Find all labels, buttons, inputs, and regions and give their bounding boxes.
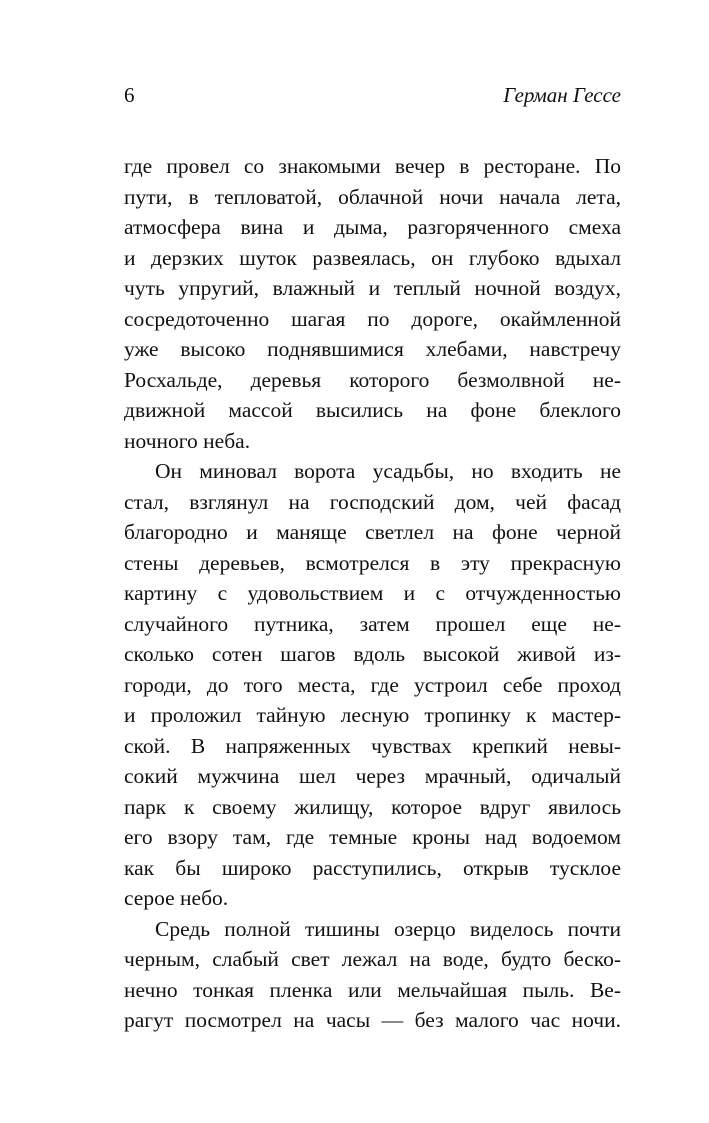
text-line: сокий мужчина шел через мрачный, одичалый xyxy=(124,764,621,788)
page-header xyxy=(124,80,621,110)
running-head-author: Герман Гессе xyxy=(503,83,621,107)
page-number: 6 xyxy=(124,83,135,107)
text-line: сосредоточенно шагая по дороге, окаймленной xyxy=(124,306,621,331)
text-line: Он миновал ворота усадьбы, но входить не xyxy=(155,459,621,483)
text-line: движной массой высились на фоне блеклого xyxy=(124,398,621,422)
text-line: стены деревьев, всмотрелся в эту прекрасную xyxy=(124,550,621,575)
text-line: ской. В напряженных чувствах крепкий невы- xyxy=(124,733,621,758)
text-line: и дерзких шуток развеялась, он глубоко вдыхал xyxy=(124,245,621,270)
text-line: Росхальде, деревья которого безмолвной не- xyxy=(124,367,621,392)
text-line: как бы широко расступились, открыв тусклое xyxy=(124,855,621,880)
text-line: чуть упругий, влажный и теплый ночной воздух, xyxy=(124,276,621,300)
text-line: серое небо. xyxy=(124,886,229,910)
text-line: атмосфера вина и дыма, разгоряченного смеха xyxy=(124,215,621,239)
text-line: случайного путника, затем прошел еще не- xyxy=(124,611,621,636)
text-line: черным, слабый свет лежал на воде, будто беско- xyxy=(124,947,621,971)
text-line: рагут посмотрел на часы — без малого час ночи. xyxy=(124,1008,621,1032)
text-line: и проложил тайную лесную тропинку к мастер- xyxy=(124,703,621,727)
text-line: нечно тонкая пленка или мельчайшая пыль. Ве- xyxy=(124,977,621,1002)
text-line: где провел со знакомыми вечер в ресторане. По xyxy=(124,154,621,178)
text-line: пути, в тепловатой, облачной ночи начала лета, xyxy=(124,184,621,209)
text-line: его взору там, где темные кроны над водоемом xyxy=(124,825,621,849)
text-line: картину с удовольствием и с отчужденностью xyxy=(124,581,621,605)
text-line: Средь полной тишины озерцо виделось почти xyxy=(155,916,621,941)
text-line: стал, взглянул на господский дом, чей фасад xyxy=(124,489,621,514)
text-line: ночного неба. xyxy=(124,428,251,453)
text-line: парк к своему жилищу, которое вдруг явилось xyxy=(124,794,621,819)
paragraph xyxy=(124,151,621,456)
text-line: уже высоко поднявшимися хлебами, навстречу xyxy=(124,337,621,361)
text-line: сколько сотен шагов вдоль высокой живой из- xyxy=(124,642,621,666)
paragraph xyxy=(124,914,621,1036)
text-line: городи, до того места, где устроил себе проход xyxy=(124,672,621,697)
paragraph xyxy=(124,456,621,914)
body-text xyxy=(124,151,621,1036)
text-line: благородно и маняще светлел на фоне черной xyxy=(124,520,621,544)
